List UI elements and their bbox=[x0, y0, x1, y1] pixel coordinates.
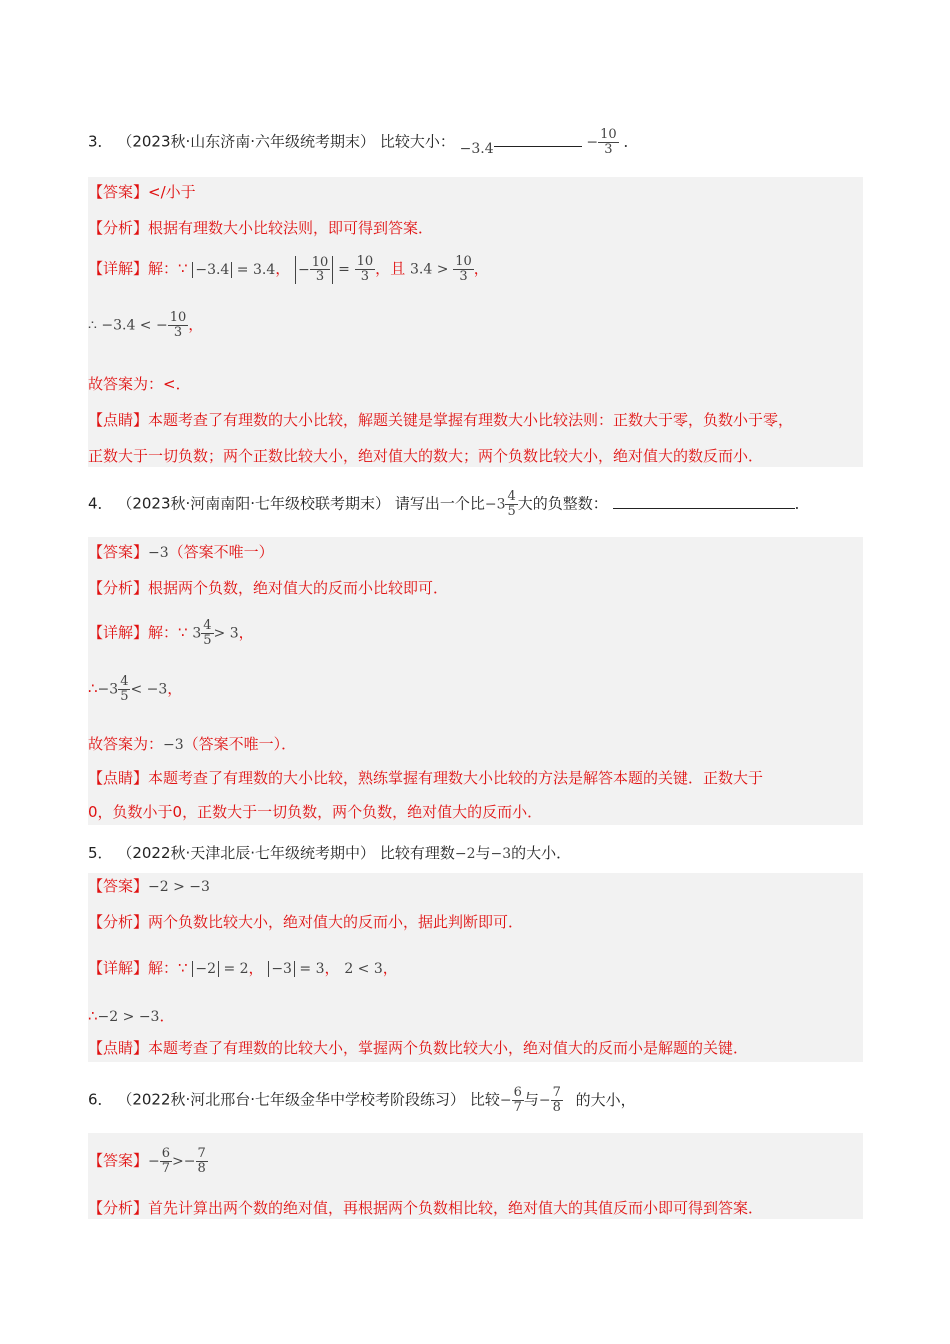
answer-line: 【答案】−3（答案不唯一） bbox=[88, 543, 274, 561]
question-number: 4． bbox=[88, 494, 113, 513]
analysis-line: 【分析】两个负数比较大小，绝对值大的反而小，据此判断即可． bbox=[88, 913, 524, 931]
question-source: （2023秋·河南南阳·七年级校联考期末） bbox=[117, 494, 391, 513]
question-source: （2023秋·山东济南·六年级统考期末） bbox=[117, 132, 376, 151]
answer-line: 【答案】−2 > −3 bbox=[88, 877, 210, 895]
conclusion-line: 故答案为：−3（答案不唯一）． bbox=[88, 735, 297, 753]
question-3: 3． （2023秋·山东济南·六年级统考期末） 比较大小： −3.4 − $\frac{10}{3}$ ． bbox=[88, 127, 639, 157]
math-sign: − bbox=[586, 134, 599, 151]
math-expression: −3.4 = 3.4 bbox=[192, 262, 275, 278]
question-5: 5． （2022秋·天津北辰·七年级统考期中） 比较有理数−2与−3的大小． bbox=[88, 844, 572, 862]
solution-box-5 bbox=[88, 873, 863, 1062]
comment-line-2: 正数大于一切负数；两个正数比较大小，绝对值大的数大；两个负数比较大小，绝对值大的数反而小． bbox=[88, 447, 764, 465]
question-4: 4． （2023秋·河南南阳·七年级校联考期末） 请写出一个比−3 $\frac{4}{5}$ 大的负整数： ． bbox=[88, 489, 810, 519]
solution-box-6 bbox=[88, 1133, 863, 1219]
answer-text: </小于 bbox=[148, 183, 196, 201]
math-left: −3.4 bbox=[459, 140, 494, 157]
solution-box-4 bbox=[88, 537, 863, 825]
comment-line: 【点睛】本题考查了有理数的大小比较，熟练掌握有理数大小比较的方法是解答本题的关键．正数大于 bbox=[88, 769, 764, 787]
conclusion-line: 故答案为：<． bbox=[88, 375, 191, 393]
therefore-line: ∴−2 > −3． bbox=[88, 1007, 175, 1025]
therefore-line: ∴ −3.4 < − $\frac{10}{3}$ ， bbox=[88, 310, 204, 340]
analysis-line: 【分析】根据有理数大小比较法则，即可得到答案． bbox=[88, 219, 434, 237]
answer-line: 【答案】− $\frac{6}{7}$ >− $\frac{7}{8}$ bbox=[88, 1146, 206, 1176]
question-text: 比较大小： bbox=[379, 132, 455, 151]
math-expression: − $\frac{10}{3}$ bbox=[295, 256, 333, 284]
question-number: 3． bbox=[88, 132, 113, 151]
comment-line: 【点睛】本题考查了有理数的比较大小，掌握两个负数比较大小，绝对值大的反而小是解题的关键． bbox=[88, 1039, 749, 1057]
answer-blank bbox=[613, 508, 795, 509]
math-fraction: $\frac{10}{3}$ bbox=[600, 127, 617, 157]
analysis-line: 【分析】首先计算出两个数的绝对值，再根据两个负数相比较，绝对值大的其值反而小即可得到答案． bbox=[88, 1199, 764, 1217]
question-source: （2022秋·河北邢台·七年级金华中学校考阶段练习） bbox=[117, 1090, 466, 1109]
detail-line: 【详解】解：∵ 3 $\frac{4}{5}$ > 3， bbox=[88, 618, 254, 648]
question-number: 5． bbox=[88, 844, 113, 862]
therefore-line: ∴−3 $\frac{4}{5}$ < −3， bbox=[88, 674, 183, 704]
detail-line: 【详解】解：∵ −3.4 = 3.4， − $\frac{10}{3}$ = $\frac{10}{3}$ ，且 3.4 > $\frac{10}{3}$ ， bbox=[88, 254, 489, 285]
question-6: 6． （2022秋·河北邢台·七年级金华中学校考阶段练习） 比较− $\frac{6}{7}$ 与− $\frac{7}{8}$ 的大小， bbox=[88, 1085, 636, 1115]
comment-line-2: 0，负数小于0，正数大于一切负数，两个负数，绝对值大的反而小． bbox=[88, 803, 543, 821]
detail-line: 【详解】解：∵ −2 = 2， −3 = 3， 2 < 3， bbox=[88, 959, 398, 977]
answer-blank bbox=[494, 146, 582, 147]
question-number: 6． bbox=[88, 1090, 113, 1109]
comment-line: 【点睛】本题考查了有理数的大小比较，解题关键是掌握有理数大小比较法则：正数大于零，负数小于零， bbox=[88, 411, 794, 429]
answer-line: 【答案】</小于 bbox=[88, 183, 196, 201]
question-source: （2022秋·天津北辰·七年级统考期中） bbox=[117, 844, 376, 862]
solution-box-3 bbox=[88, 177, 863, 467]
analysis-line: 【分析】根据两个负数，绝对值大的反而小比较即可． bbox=[88, 579, 449, 597]
